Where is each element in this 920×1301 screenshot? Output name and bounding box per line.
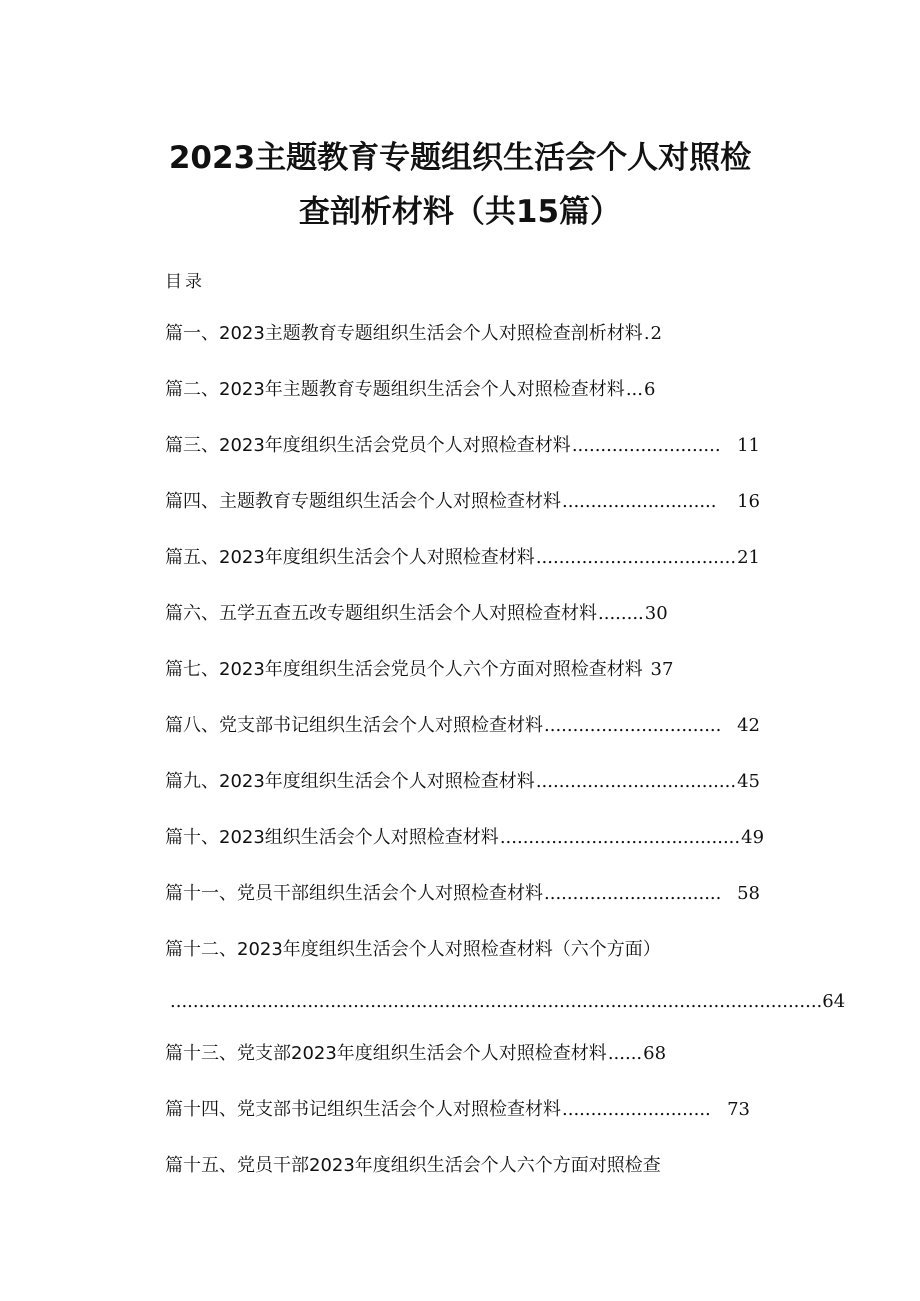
toc-entry-leader: ............................... xyxy=(544,883,722,904)
toc-entry-leader: .......................... xyxy=(562,1099,711,1120)
toc-entry-prefix: 篇十四、 xyxy=(165,1099,237,1120)
toc-entry-leader: ................................... xyxy=(535,547,737,568)
toc-entry-1[interactable] xyxy=(165,320,710,348)
document-title-line-2: 查剖析材料（共15篇） xyxy=(298,194,622,230)
toc-entry-title: 党员干部2023年度组织生活会个人六个方面对照检查 xyxy=(237,1155,661,1176)
toc-entry-page: 73 xyxy=(727,1099,750,1120)
toc-entry-title: 五学五查五改专题组织生活会个人对照检查材料 xyxy=(219,603,597,624)
toc-entry-8[interactable] xyxy=(165,712,760,740)
toc-entry-page: 16 xyxy=(737,491,760,512)
toc-entry-7[interactable] xyxy=(165,656,725,684)
toc-entry-title: 2023年度组织生活会个人对照检查材料 xyxy=(219,547,535,568)
toc-entry-prefix: 篇八、 xyxy=(165,715,219,736)
toc-entry-page: 45 xyxy=(737,771,760,792)
toc-entry-page: 58 xyxy=(737,883,760,904)
toc-entry-5[interactable] xyxy=(165,544,760,572)
toc-entry-12[interactable] xyxy=(165,936,765,964)
toc-entry-title: 2023主题教育专题组织生活会个人对照检查剖析材料 xyxy=(219,323,643,344)
toc-entry-6[interactable] xyxy=(165,600,710,628)
toc-entry-page: 42 xyxy=(737,715,760,736)
toc-entry-prefix: 篇二、 xyxy=(165,379,219,400)
toc-entry-4[interactable] xyxy=(165,488,760,516)
toc-entry-page: 6 xyxy=(643,379,656,400)
toc-entry-prefix: 篇九、 xyxy=(165,771,219,792)
toc-entry-leader: .................................................................................................................. xyxy=(170,991,823,1012)
toc-entry-leader: ................................... xyxy=(535,771,737,792)
toc-entry-10[interactable] xyxy=(165,824,765,852)
toc-entry-page: 64 xyxy=(822,991,846,1012)
toc-entry-14[interactable] xyxy=(165,1096,750,1124)
toc-entry-prefix: 篇一、 xyxy=(165,323,219,344)
toc-entry-prefix: 篇十、 xyxy=(165,827,219,848)
toc-entry-title: 2023年度组织生活会个人对照检查材料（六个方面） xyxy=(237,939,661,960)
toc-entry-15[interactable] xyxy=(165,1152,765,1180)
toc-entry-9[interactable] xyxy=(165,768,760,796)
toc-entry-prefix: 篇十五、 xyxy=(165,1155,237,1176)
toc-entry-title: 2023年度组织生活会个人对照检查材料 xyxy=(219,771,535,792)
toc-entry-title: 2023年度组织生活会党员个人对照检查材料 xyxy=(219,435,571,456)
toc-entry-leader: . xyxy=(643,323,650,344)
toc-entry-3[interactable] xyxy=(165,432,760,460)
toc-entry-page: 21 xyxy=(737,547,760,568)
toc-entry-2[interactable] xyxy=(165,376,700,404)
toc-entry-leader: ........................... xyxy=(562,491,717,512)
toc-entry-leader xyxy=(644,656,650,684)
toc-entry-page: 30 xyxy=(644,603,668,624)
toc-entry-prefix: 篇五、 xyxy=(165,547,219,568)
toc-entry-leader: ...... xyxy=(607,1043,643,1064)
toc-entry-page: 37 xyxy=(650,659,674,680)
toc-entry-prefix: 篇三、 xyxy=(165,435,219,456)
toc-entry-leader: .......................................... xyxy=(499,827,741,848)
toc-entry-title: 党支部书记组织生活会个人对照检查材料 xyxy=(237,1099,561,1120)
toc-entry-page: 11 xyxy=(737,435,760,456)
toc-entry-title: 2023年度组织生活会党员个人六个方面对照检查材料 xyxy=(219,659,643,680)
toc-entry-leader: ............................... xyxy=(544,715,722,736)
toc-entry-12-continuation[interactable] xyxy=(170,988,846,1016)
toc-entry-11[interactable] xyxy=(165,880,760,908)
toc-entry-title: 党员干部组织生活会个人对照检查材料 xyxy=(237,883,543,904)
toc-heading: 目录 xyxy=(165,272,205,292)
toc-entry-prefix: 篇七、 xyxy=(165,659,219,680)
toc-entry-leader: ... xyxy=(625,379,643,400)
toc-entry-prefix: 篇六、 xyxy=(165,603,219,624)
toc-entry-title: 党支部书记组织生活会个人对照检查材料 xyxy=(219,715,543,736)
toc-entry-page: 49 xyxy=(741,827,765,848)
toc-entry-prefix: 篇十二、 xyxy=(165,939,237,960)
document-title-line-1: 2023主题教育专题组织生活会个人对照检 xyxy=(168,140,752,176)
toc-entry-prefix: 篇十一、 xyxy=(165,883,237,904)
toc-entry-leader: .......................... xyxy=(571,435,721,456)
toc-entry-title: 2023年主题教育专题组织生活会个人对照检查材料 xyxy=(219,379,625,400)
toc-entry-title: 主题教育专题组织生活会个人对照检查材料 xyxy=(219,491,561,512)
toc-entry-page: 68 xyxy=(643,1043,667,1064)
toc-entry-prefix: 篇四、 xyxy=(165,491,219,512)
toc-entry-prefix: 篇十三、 xyxy=(165,1043,237,1064)
toc-entry-13[interactable] xyxy=(165,1040,710,1068)
toc-entry-leader: ........ xyxy=(598,603,644,624)
toc-entry-title: 党支部2023年度组织生活会个人对照检查材料 xyxy=(237,1043,607,1064)
toc-entry-page: 2 xyxy=(650,323,662,344)
toc-entry-title: 2023组织生活会个人对照检查材料 xyxy=(219,827,499,848)
